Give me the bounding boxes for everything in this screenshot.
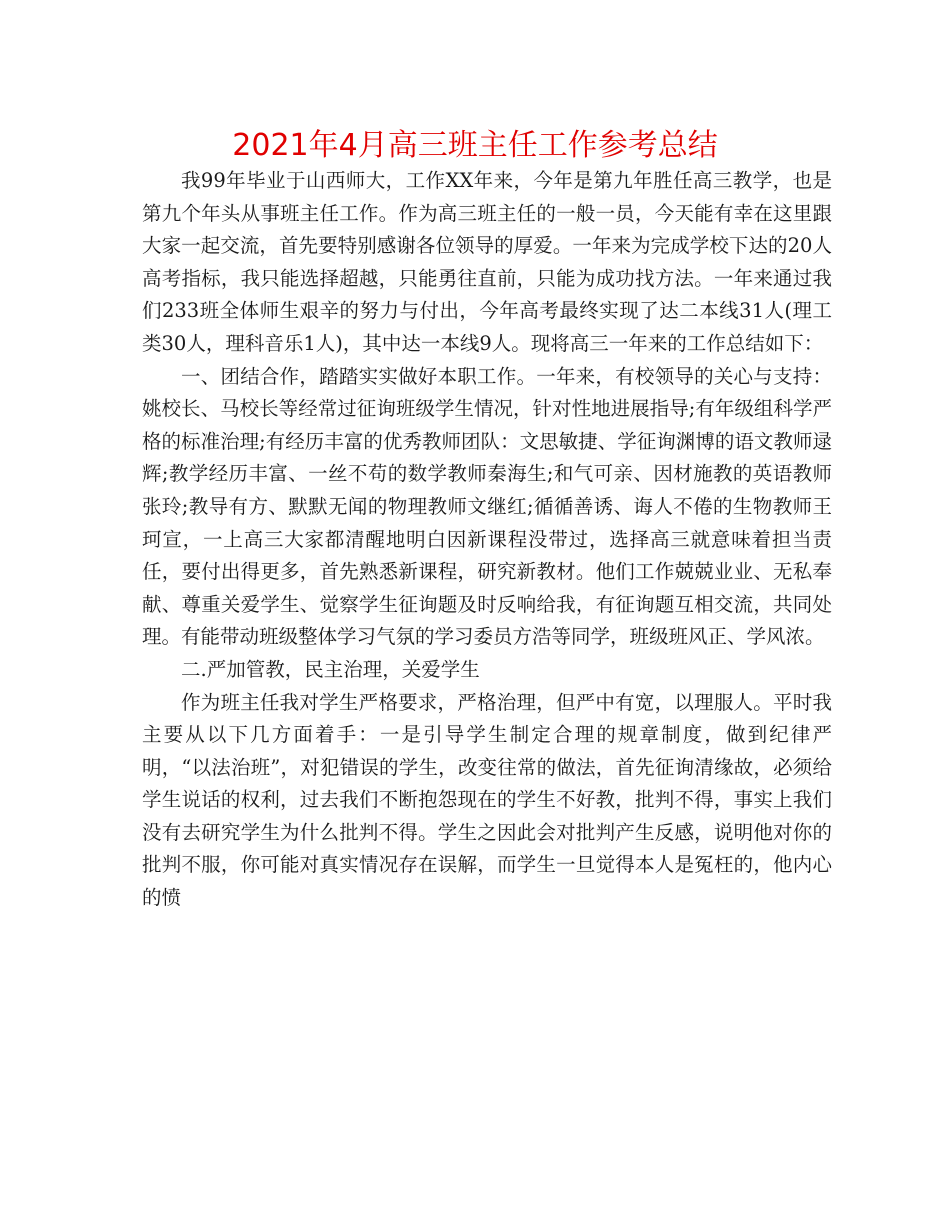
document-title: 2021年4月高三班主任工作参考总结	[232, 128, 718, 163]
paragraph-intro: 我99年毕业于山西师大，工作XX年来，今年是第九年胜任高三教学，也是第九个年头从事班主任工作。作为高三班主任的一般一员，今天能有幸在这里跟大家一起交流，首先要特别感谢各位领导的厚爱。一年来为完成学校下达的20人高考指标，我只能选择超越，只能勇往直前，只能为成功找方法。一年来通过我们233班全体师生艰辛的努力与付出，今年高考最终实现了达二本线31人(理工类30人，理科音乐1人)，其中达一本线9人。现将高三一年来的工作总结如下：	[142, 169, 832, 355]
section-heading-two: 二.严加管教，民主治理，关爱学生	[181, 657, 480, 681]
paragraph-section-one: 一、团结合作，踏踏实实做好本职工作。一年来，有校领导的关心与支持：姚校长、马校长等经常过征询班级学生情况，针对性地进展指导;有年级组科学严格的标准治理;有经历丰富的优秀教师团队：文思敏捷、学征询渊博的语文教师逯辉;教学经历丰富、一丝不苟的数学教师秦海生;和气可亲、因材施教的英语教师张玲;教导有方、默默无闻的物理教师文继红;循循善诱、诲人不倦的生物教师王珂宣，一上高三大家都清醒地明白因新课程没带过，选择高三就意味着担当责任，要付出得更多，首先熟悉新课程，研究新教材。他们工作兢兢业业、无私奉献、尊重关爱学生、觉察学生征询题及时反响给我，有征询题互相交流，共同处理。有能带动班级整体学习气氛的学习委员方浩等同学，班级班风正、学风浓。	[142, 364, 832, 649]
paragraph-section-two: 作为班主任我对学生严格要求，严格治理，但严中有宽，以理服人。平时我主要从以下几方面着手：一是引导学生制定合理的规章制度，做到纪律严明，“以法治班”，对犯错误的学生，改变往常的做法，首先征询清缘故，必须给学生说话的权利，过去我们不断抱怨现在的学生不好教，批判不得，事实上我们没有去研究学生为什么批判不得。学生之因此会对批判产生反感，说明他对你的批判不服，你可能对真实情况存在误解，而学生一旦觉得本人是冤枉的，他内心的愤	[142, 690, 832, 910]
document-body	[142, 165, 832, 915]
